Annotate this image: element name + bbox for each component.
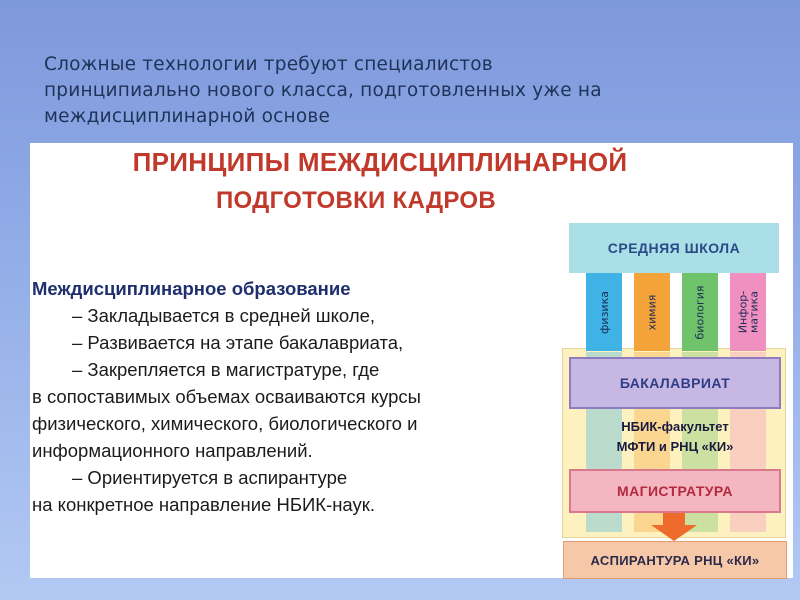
postgraduate-box: АСПИРАНТУРА РНЦ «КИ» [563, 541, 787, 579]
description-line: – Развивается на этапе бакалавриата, [72, 332, 404, 353]
subject-label: физика [597, 290, 611, 334]
slide-caption [44, 52, 764, 130]
description-line: – Закрепляется в магистратуре, где [72, 359, 380, 380]
subject-chemistry [634, 273, 670, 351]
caption-line: междисциплинарной основе [44, 106, 331, 127]
subject-biology [682, 273, 718, 351]
slide-title-line1: ПРИНЦИПЫ МЕЖДИСЦИПЛИНАРНОЙ [132, 147, 628, 177]
down-arrow-icon [647, 513, 701, 541]
faculty-label [569, 411, 781, 469]
subject-label: химия [645, 294, 659, 330]
description-line: – Ориентируется в аспирантуре [72, 467, 348, 488]
subject-informatics [730, 273, 766, 351]
master-box: МАГИСТРАТУРА [569, 469, 781, 513]
description-line: в сопоставимых объемах осваиваются курсы [32, 386, 421, 407]
faculty-line1: НБИК-факультет [621, 419, 729, 434]
subject-label: Инфор- матика [736, 290, 761, 334]
subject-label: биология [693, 285, 707, 339]
description-line: информационного направлений. [32, 440, 313, 461]
caption-line: Сложные технологии требуют специалистов [44, 54, 493, 75]
slide-title-line2: ПОДГОТОВКИ КАДРОВ [215, 187, 497, 214]
slide-panel [30, 143, 793, 578]
bachelor-box: БАКАЛАВРИАТ [569, 357, 781, 409]
subject-physics [586, 273, 622, 351]
caption-line: принципиально нового класса, подготовленных уже на [44, 80, 602, 101]
description-lead: Междисциплинарное образование [32, 278, 351, 299]
education-diagram [30, 143, 793, 578]
faculty-line2: МФТИ и РНЦ «КИ» [616, 439, 734, 454]
school-box: СРЕДНЯЯ ШКОЛА [569, 223, 779, 273]
description-line: на конкретное направление НБИК-наук. [32, 494, 375, 515]
description-line: – Закладывается в средней школе, [72, 305, 376, 326]
description-line: физического, химического, биологического и [32, 413, 418, 434]
